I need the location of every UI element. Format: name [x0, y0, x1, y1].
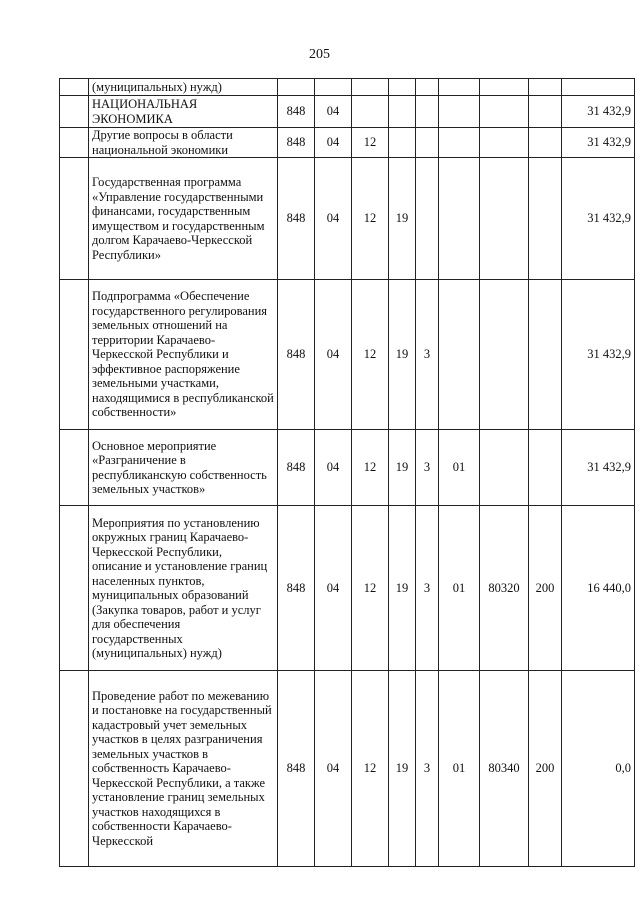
- amount-cell: 31 432,9: [562, 280, 635, 430]
- program-cell: 19: [389, 430, 416, 506]
- amount-cell: [562, 79, 635, 96]
- budget-table: [59, 78, 635, 867]
- row-index-cell: [60, 280, 89, 430]
- expense-direction-cell: 80320: [480, 506, 529, 671]
- program-cell: [389, 79, 416, 96]
- section-cell: [315, 79, 352, 96]
- amount-cell: 31 432,9: [562, 128, 635, 158]
- subprogram-cell: 3: [416, 280, 439, 430]
- ministry-code-cell: 848: [278, 96, 315, 128]
- row-index-cell: [60, 128, 89, 158]
- program-cell: [389, 96, 416, 128]
- section-cell: 04: [315, 96, 352, 128]
- table-row: [60, 79, 635, 96]
- ministry-code-cell: 848: [278, 280, 315, 430]
- item-name-cell: Проведение работ по межеванию и постановке на государственный кадастровый учет земельных участков в целях разграничения земельных участков в собственность Карачаево-Черкесской Республики, а также установление границ земельных участков находящихся в собственности Карачаево-Черкесской: [89, 671, 278, 867]
- expense-type-cell: [529, 158, 562, 280]
- amount-cell: 0,0: [562, 671, 635, 867]
- expense-direction-cell: [480, 280, 529, 430]
- item-name-cell: НАЦИОНАЛЬНАЯ ЭКОНОМИКА: [89, 96, 278, 128]
- row-index-cell: [60, 671, 89, 867]
- program-cell: [389, 128, 416, 158]
- main-activity-cell: 01: [439, 506, 480, 671]
- table-row: [60, 430, 635, 506]
- main-activity-cell: [439, 158, 480, 280]
- section-cell: 04: [315, 430, 352, 506]
- item-name-cell: Подпрограмма «Обеспечение государственного регулирования земельных отношений на территории Карачаево-Черкесской Республики и эффективное распоряжение земельными участками, находящимися в республиканской собственности»: [89, 280, 278, 430]
- item-name-cell: Государственная программа «Управление государственными финансами, государственным имуществом и государственным долгом Карачаево-Черкесской Республики»: [89, 158, 278, 280]
- program-cell: 19: [389, 671, 416, 867]
- item-name-cell: Основное мероприятие «Разграничение в республиканскую собственность земельных участков»: [89, 430, 278, 506]
- amount-cell: 31 432,9: [562, 430, 635, 506]
- ministry-code-cell: [278, 79, 315, 96]
- expense-type-cell: [529, 280, 562, 430]
- main-activity-cell: [439, 128, 480, 158]
- ministry-code-cell: 848: [278, 128, 315, 158]
- table-row: [60, 506, 635, 671]
- row-index-cell: [60, 430, 89, 506]
- program-cell: 19: [389, 158, 416, 280]
- main-activity-cell: 01: [439, 430, 480, 506]
- main-activity-cell: 01: [439, 671, 480, 867]
- subsection-cell: [352, 96, 389, 128]
- expense-direction-cell: 80340: [480, 671, 529, 867]
- subprogram-cell: 3: [416, 671, 439, 867]
- subprogram-cell: [416, 128, 439, 158]
- expense-type-cell: [529, 128, 562, 158]
- amount-cell: 31 432,9: [562, 158, 635, 280]
- amount-cell: 31 432,9: [562, 96, 635, 128]
- row-index-cell: [60, 506, 89, 671]
- subprogram-cell: 3: [416, 430, 439, 506]
- item-name-cell: (муниципальных) нужд): [89, 79, 278, 96]
- subsection-cell: 12: [352, 158, 389, 280]
- expense-direction-cell: [480, 79, 529, 96]
- section-cell: 04: [315, 671, 352, 867]
- table-row: [60, 671, 635, 867]
- section-cell: 04: [315, 158, 352, 280]
- ministry-code-cell: 848: [278, 671, 315, 867]
- expense-direction-cell: [480, 430, 529, 506]
- ministry-code-cell: 848: [278, 506, 315, 671]
- section-cell: 04: [315, 280, 352, 430]
- expense-type-cell: 200: [529, 506, 562, 671]
- subprogram-cell: [416, 96, 439, 128]
- section-cell: 04: [315, 128, 352, 158]
- subprogram-cell: 3: [416, 506, 439, 671]
- ministry-code-cell: 848: [278, 430, 315, 506]
- ministry-code-cell: 848: [278, 158, 315, 280]
- item-name-cell: Мероприятия по установлению окружных границ Карачаево-Черкесской Республики, описание и установление границ населенных пунктов, муниципальных образований (Закупка товаров, работ и услуг для обеспечения государственных (муниципальных) нужд): [89, 506, 278, 671]
- program-cell: 19: [389, 506, 416, 671]
- main-activity-cell: [439, 79, 480, 96]
- page-number: 205: [309, 47, 330, 62]
- expense-type-cell: 200: [529, 671, 562, 867]
- subprogram-cell: [416, 158, 439, 280]
- table-row: [60, 128, 635, 158]
- table-row: [60, 280, 635, 430]
- main-activity-cell: [439, 280, 480, 430]
- expense-type-cell: [529, 96, 562, 128]
- item-name-cell: Другие вопросы в области национальной экономики: [89, 128, 278, 158]
- subprogram-cell: [416, 79, 439, 96]
- expense-direction-cell: [480, 158, 529, 280]
- expense-direction-cell: [480, 128, 529, 158]
- subsection-cell: 12: [352, 671, 389, 867]
- expense-type-cell: [529, 430, 562, 506]
- expense-direction-cell: [480, 96, 529, 128]
- row-index-cell: [60, 96, 89, 128]
- row-index-cell: [60, 158, 89, 280]
- subsection-cell: 12: [352, 280, 389, 430]
- row-index-cell: [60, 79, 89, 96]
- main-activity-cell: [439, 96, 480, 128]
- amount-cell: 16 440,0: [562, 506, 635, 671]
- subsection-cell: [352, 79, 389, 96]
- table-row: [60, 96, 635, 128]
- subsection-cell: 12: [352, 128, 389, 158]
- expense-type-cell: [529, 79, 562, 96]
- subsection-cell: 12: [352, 506, 389, 671]
- table-row: [60, 158, 635, 280]
- budget-table-body: [60, 79, 635, 867]
- subsection-cell: 12: [352, 430, 389, 506]
- program-cell: 19: [389, 280, 416, 430]
- section-cell: 04: [315, 506, 352, 671]
